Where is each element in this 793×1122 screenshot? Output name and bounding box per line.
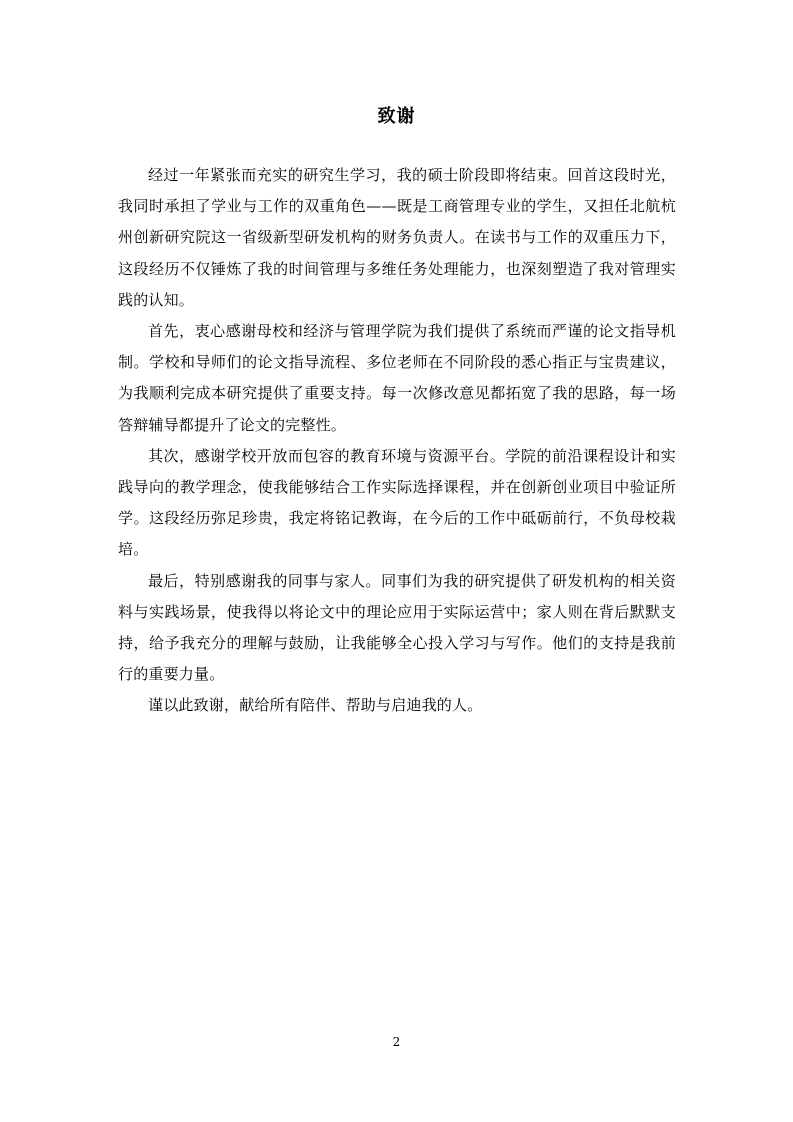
acknowledgement-body — [118, 160, 676, 722]
paragraph-school-thanks: 首先，衷心感谢母校和经济与管理学院为我们提供了系统而严谨的论文指导机制。学校和导师们的论文指导流程、多位老师在不同阶段的悉心指正与宝贵建议，为我顺利完成本研究提供了重要支持。每一次修改意见都拓宽了我的思路，每一场答辩辅导都提升了论文的完整性。 — [118, 322, 676, 434]
paragraph-colleagues-family-thanks: 最后，特别感谢我的同事与家人。同事们为我的研究提供了研发机构的相关资料与实践场景，使我得以将论文中的理论应用于实际运营中；家人则在背后默默支持，给予我充分的理解与鼓励，让我能够全心投入学习与写作。他们的支持是我前行的重要力量。 — [118, 571, 676, 684]
paragraph-environment-thanks: 其次，感谢学校开放而包容的教育环境与资源平台。学院的前沿课程设计和实践导向的教学理念，使我能够结合工作实际选择课程，并在创新创业项目中验证所学。这段经历弥足珍贵，我定将铭记教诲，在今后的工作中砥砺前行，不负母校栽培。 — [118, 446, 676, 559]
page-number: 2 — [392, 1035, 401, 1049]
paragraph-intro: 经过一年紧张而充实的研究生学习，我的硕士阶段即将结束。回首这段时光，我同时承担了学业与工作的双重角色——既是工商管理专业的学生，又担任北航杭州创新研究院这一省级新型研发机构的财务负责人。在读书与工作的双重压力下，这段经历不仅锤炼了我的时间管理与多维任务处理能力，也深刻塑造了我对管理实践的认知。 — [118, 166, 676, 309]
page-title: 致谢 — [377, 106, 416, 127]
paragraph-closing: 谨以此致谢，献给所有陪伴、帮助与启迪我的人。 — [148, 696, 483, 715]
